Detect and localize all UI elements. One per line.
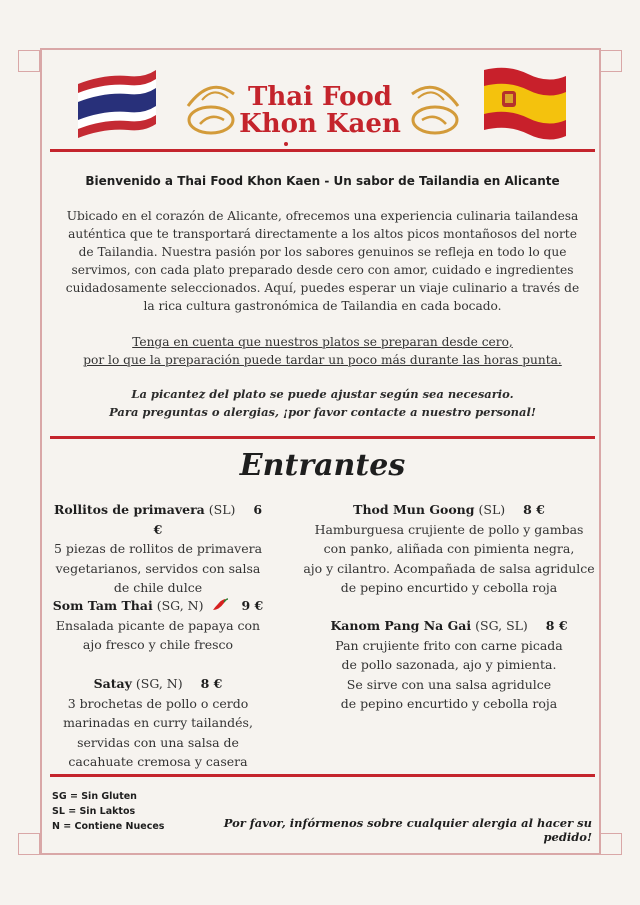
spain-flag-icon bbox=[480, 64, 570, 144]
brand-logo bbox=[220, 84, 420, 138]
preparation-note bbox=[60, 333, 585, 369]
dish-tags: (SG, SL) bbox=[475, 618, 528, 633]
frame-corner-bl bbox=[18, 833, 40, 855]
dish-description-line: Se sirve con una salsa agridulce bbox=[346, 676, 552, 692]
dish-description-line: con panko, aliñada con pimienta negra, bbox=[323, 541, 575, 556]
chili-pepper-icon bbox=[211, 598, 229, 612]
dish-description-line: 5 piezas de rollitos de primavera bbox=[53, 541, 263, 556]
menu-item bbox=[296, 616, 602, 714]
section-title: Entrantes bbox=[239, 448, 406, 483]
dish-description-line: vegetarianos, servidos con salsa bbox=[55, 560, 261, 576]
legend-sl: SL = Sin Laktos bbox=[52, 806, 136, 817]
dish-description-line: marinadas en curry tailandés, bbox=[63, 715, 253, 730]
frame-bottom-line bbox=[40, 853, 600, 855]
dish-tags: (SL) bbox=[208, 502, 236, 517]
spice-allergy-note bbox=[60, 385, 585, 421]
legend-n: N = Contiene Nueces bbox=[52, 821, 165, 832]
intro-divider bbox=[50, 436, 595, 439]
dish-name: Rollitos de primavera bbox=[53, 502, 205, 517]
dish-description-line: ajo fresco y chile fresco bbox=[82, 637, 234, 652]
dish-name: Som Tam Thai bbox=[52, 598, 153, 613]
frame-left-line bbox=[40, 48, 42, 854]
footer-divider bbox=[50, 774, 595, 777]
dish-description bbox=[296, 520, 602, 598]
dish-price: 6 € bbox=[153, 502, 263, 537]
dish-description-line: cacahuate cremosa y casera bbox=[68, 754, 248, 769]
menu-item bbox=[296, 500, 602, 598]
allergy-footer-note: Por favor, infórmenos sobre cualquier alergia al hacer su pedido! bbox=[223, 816, 592, 844]
dish-name: Kanom Pang Na Gai bbox=[330, 618, 472, 633]
brand-name-line2: Khon Kaen bbox=[239, 109, 401, 139]
dish-description-line: de pollo sazonada, ajo y pimienta. bbox=[341, 657, 557, 672]
dish-name: Thod Mun Goong bbox=[353, 502, 475, 517]
dish-price: 8 € bbox=[523, 502, 545, 517]
dish-description-line: 3 brochetas de pollo o cerdo bbox=[67, 695, 249, 711]
thai-flag-icon bbox=[74, 66, 160, 140]
menu-item bbox=[48, 500, 268, 598]
menu-item bbox=[48, 596, 268, 655]
dish-description-line: Ensalada picante de papaya con bbox=[55, 617, 261, 633]
dish-description bbox=[48, 539, 268, 598]
dish-price: 8 € bbox=[200, 676, 223, 691]
dish-description-line: de pepino encurtido y cebolla roja bbox=[340, 580, 558, 595]
dish-description-line: Pan crujiente frito con carne picada bbox=[335, 637, 563, 653]
dish-price: 8 € bbox=[545, 618, 568, 633]
dish-description-line: de chile dulce bbox=[113, 580, 203, 595]
frame-right-line bbox=[599, 48, 601, 854]
dish-tags: (SG, N) bbox=[135, 676, 183, 691]
dish-name: Satay bbox=[93, 676, 132, 691]
dish-description-line: servidas con una salsa de bbox=[77, 734, 239, 750]
dish-description bbox=[48, 616, 268, 655]
logo-dot bbox=[284, 142, 288, 146]
frame-top-line bbox=[40, 48, 600, 50]
frame-corner-tr bbox=[600, 50, 622, 72]
frame-corner-br bbox=[600, 833, 622, 855]
dish-description bbox=[48, 694, 268, 772]
dish-tags: (SG, N) bbox=[156, 598, 204, 613]
menu-item bbox=[48, 674, 268, 772]
spice-note-line: La picantez del plato se puede ajustar según sea necesario. bbox=[131, 387, 514, 401]
dish-description bbox=[296, 636, 602, 714]
preparation-note-line1: Tenga en cuenta que nuestros platos se preparan desde cero, bbox=[132, 335, 513, 349]
dish-description-line: ajo y cilantro. Acompañada de salsa agridulce bbox=[303, 560, 595, 576]
welcome-title: Bienvenido a Thai Food Khon Kaen - Un sabor de Tailandia en Alicante bbox=[85, 174, 560, 188]
header-divider bbox=[50, 149, 595, 152]
dish-description-line: Hamburguesa crujiente de pollo y gambas bbox=[314, 521, 584, 537]
brand-name-line1: Thai Food bbox=[248, 82, 392, 112]
dish-description-line: de pepino encurtido y cebolla roja bbox=[340, 696, 558, 711]
dish-tags: (SL) bbox=[478, 502, 506, 517]
allergen-legend bbox=[52, 789, 164, 834]
frame-corner-tl bbox=[18, 50, 40, 72]
intro-paragraph: Ubicado en el corazón de Alicante, ofrecemos una experiencia culinaria tailandesa auténtica que te transportará directamente a los altos picos montañosos del norte de Tailandia. Nuestra pasión por los sabores genuinos se refleja en todo lo que servimos, con cada plato preparado desde cero con amor, cuidado e ingredientes cuidadosamente seleccionados. Aquí, puedes esperar un viaje culinario a través de la rica cultura gastronómica de Tailandia en cada bocado. bbox=[65, 209, 580, 313]
legend-sg: SG = Sin Gluten bbox=[52, 791, 137, 802]
dish-price: 9 € bbox=[241, 598, 264, 613]
preparation-note-line2: por lo que la preparación puede tardar un poco más durante las horas punta. bbox=[83, 353, 562, 367]
allergy-contact-line: Para preguntas o alergias, ¡por favor contacte a nuestro personal! bbox=[109, 405, 536, 419]
